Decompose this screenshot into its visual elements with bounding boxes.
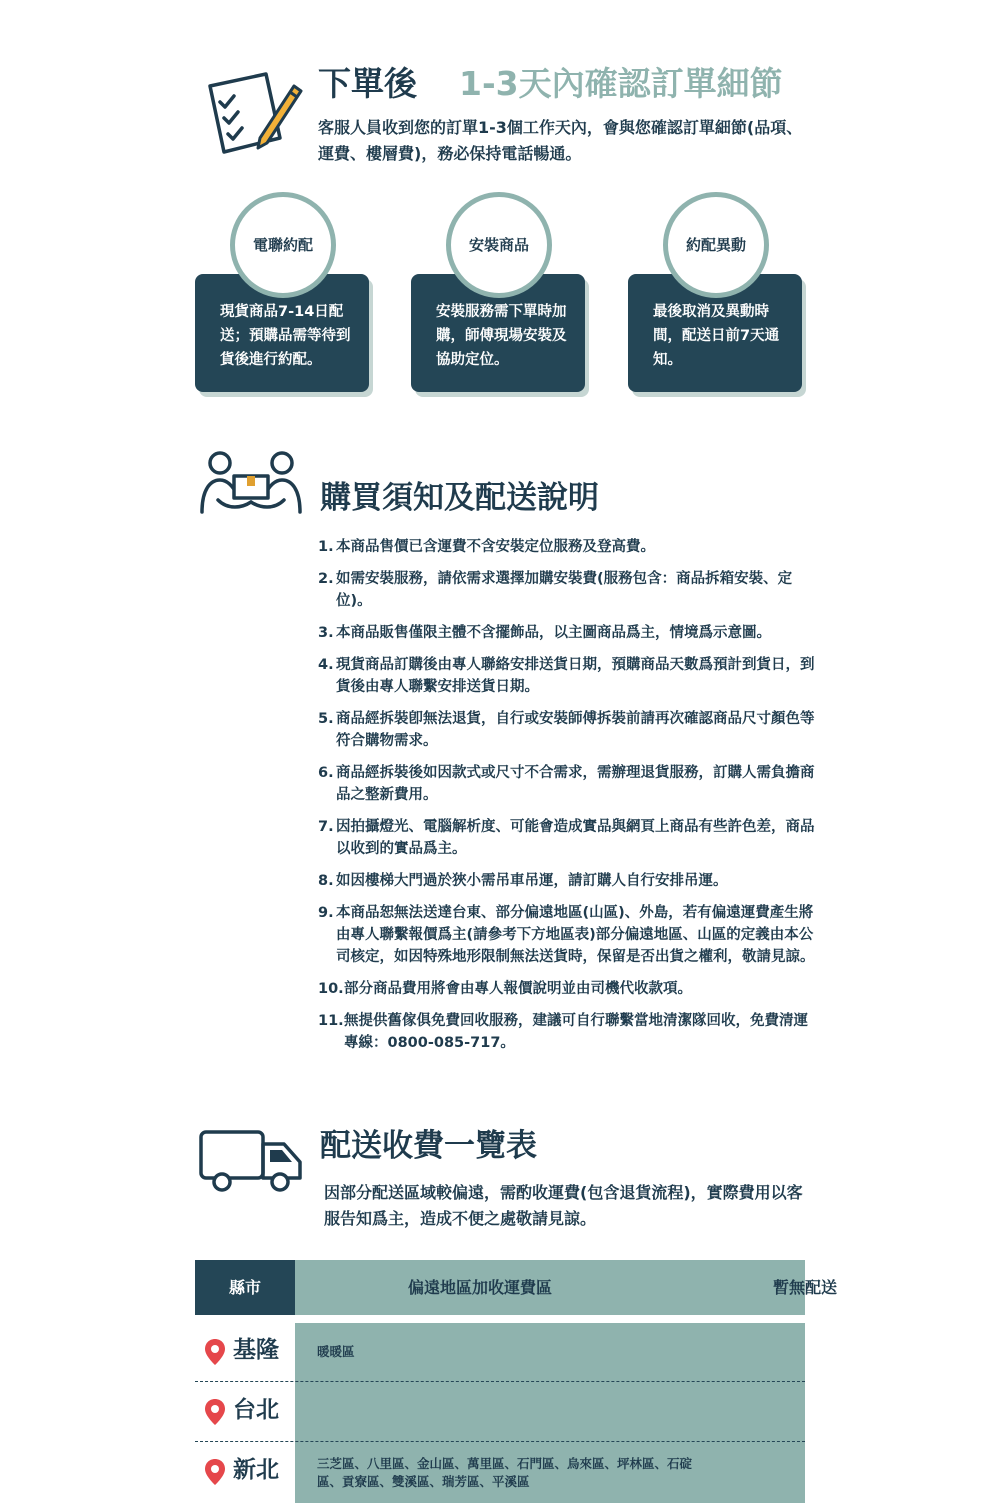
remote-districts: 暖暖區 xyxy=(317,1344,355,1359)
card-text: 最後取消及異動時間，配送日前7天通知。 xyxy=(653,304,780,368)
remote-districts: 三芝區、八里區、金山區、萬里區、石門區、烏來區、坪林區、石碇區、貢寮區、雙溪區、瑞芳區、平溪區 xyxy=(317,1456,693,1489)
list-item: 3. 本商品販售僅限主體不含擺飾品，以主圖商品爲主，情境爲示意圖。 xyxy=(318,625,771,641)
location-pin-icon xyxy=(204,1338,226,1366)
card-label: 電聯約配 xyxy=(252,236,313,254)
city-name: 基隆 xyxy=(233,1337,279,1363)
fee-section-description: 因部分配送區域較偏遠，需酌收運費(包含退貨流程)，實際費用以客服告知爲主，造成不便之處敬請見諒。 xyxy=(324,1183,803,1228)
city-name: 新北 xyxy=(233,1457,279,1483)
card-label: 約配異動 xyxy=(685,236,746,254)
list-item: 2. 如需安裝服務，請依需求選擇加購安裝費(服務包含：商品拆箱安裝、定位)。 xyxy=(318,571,793,609)
table-row xyxy=(195,1383,805,1442)
order-title-accent: 1-3天內確認訂單細節 xyxy=(459,64,783,103)
location-pin-icon xyxy=(204,1458,226,1486)
table-row xyxy=(195,1443,805,1501)
card-label: 安裝商品 xyxy=(468,236,529,254)
order-section-description: 客服人員收到您的訂單1-3個工作天內，會與您確認訂單細節(品項、運費、樓層費)，務必保持電話暢通。 xyxy=(318,118,803,163)
people-box-icon xyxy=(198,450,304,516)
notice-section-title: 購買須知及配送說明 xyxy=(320,480,599,516)
fee-section-title: 配送收費一覽表 xyxy=(320,1128,537,1164)
card-schedule-change xyxy=(628,192,806,397)
list-item: 7. 因拍攝燈光、電腦解析度、可能會造成實品與網頁上商品有些許色差，商品以收到的實品爲主。 xyxy=(318,819,815,857)
notice-list xyxy=(318,536,818,1064)
city-name: 台北 xyxy=(233,1397,279,1423)
list-item: 6. 商品經拆裝後如因款式或尺寸不合需求，需辦理退貨服務，訂購人需負擔商品之整新費用。 xyxy=(318,765,815,803)
table-body xyxy=(195,1323,805,1503)
header-remote-fee: 偏遠地區加收運費區 xyxy=(407,1278,552,1297)
delivery-truck-icon xyxy=(198,1128,304,1194)
order-section-title xyxy=(318,64,783,104)
order-title-main: 下單後 xyxy=(318,64,417,103)
list-item: 10. 部分商品費用將會由專人報價說明並由司機代收款項。 xyxy=(318,981,692,997)
location-pin-icon xyxy=(204,1398,226,1426)
card-text: 現貨商品7-14日配送；預購品需等待到貨後進行約配。 xyxy=(220,304,351,368)
header-city: 縣市 xyxy=(195,1260,295,1315)
fee-table xyxy=(195,1260,837,1489)
header-no-delivery: 暫無配送 xyxy=(772,1278,837,1297)
card-phone-schedule xyxy=(195,192,373,397)
table-header xyxy=(195,1260,837,1315)
list-item: 8. 如因樓梯大門過於狹小需吊車吊運，請訂購人自行安排吊運。 xyxy=(318,873,728,889)
list-item: 1. 本商品售價已含運費不含安裝定位服務及登高費。 xyxy=(318,539,655,555)
card-installation xyxy=(411,192,589,397)
card-text: 安裝服務需下單時加購，師傅現場安裝及協助定位。 xyxy=(436,304,567,368)
table-row xyxy=(195,1323,805,1382)
list-item: 11. 無提供舊傢俱免費回收服務，建議可自行聯繫當地清潔隊回收，免費清運專線：0800-085-717。 xyxy=(318,1013,808,1051)
list-item: 5. 商品經拆裝卽無法退貨，自行或安裝師傅拆裝前請再次確認商品尺寸顏色等符合購物需求。 xyxy=(318,711,815,749)
list-item: 4. 現貨商品訂購後由專人聯絡安排送貨日期，預購商品天數爲預計到貨日，到貨後由專人聯繫安排送貨日期。 xyxy=(318,657,815,695)
checklist-pencil-icon xyxy=(198,66,306,168)
list-item: 9. 本商品恕無法送達台東、部分偏遠地區(山區)、外島，若有偏遠運費產生將由專人聯繫報價爲主(請參考下方地區表)部分偏遠地區、山區的定義由本公司核定，如因特殊地形限制無法送貨時，保留是否出貨之權利，敬請見諒。 xyxy=(318,905,815,965)
